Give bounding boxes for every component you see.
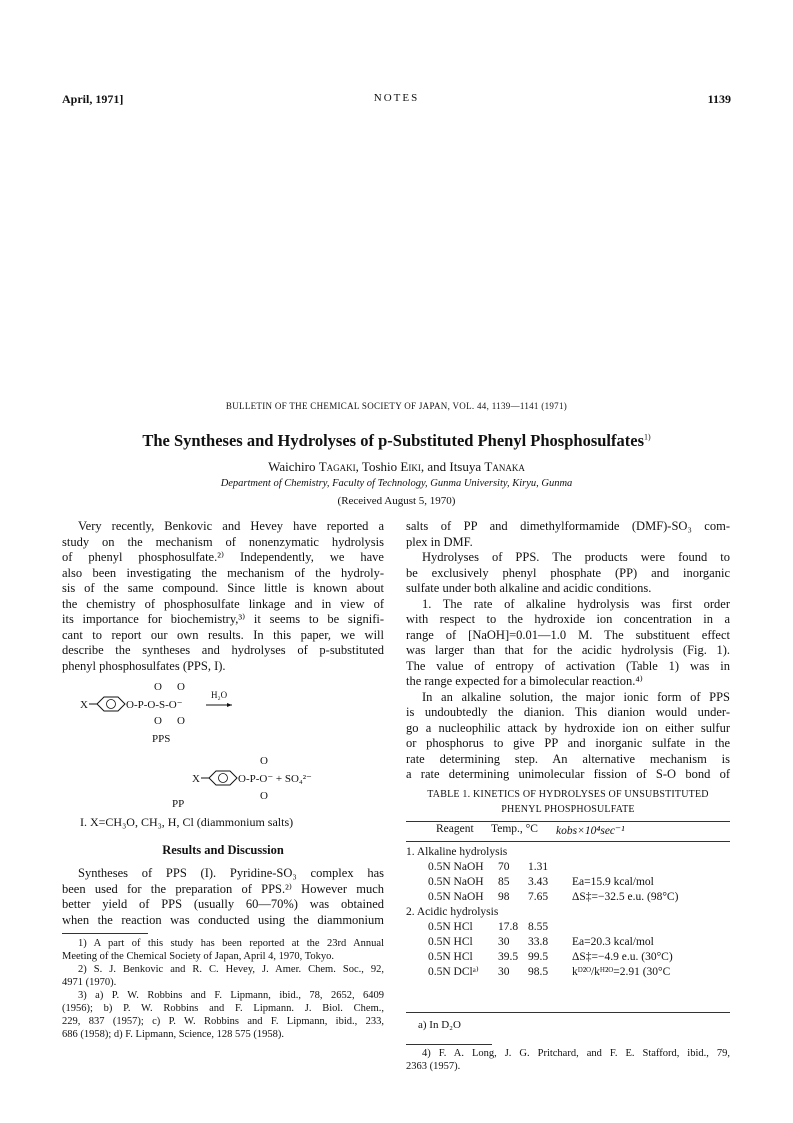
text-line: sulfate under both alkaline and acidic conditions. — [406, 581, 652, 595]
text-line: the range expected for a bimolecular reaction.⁴⁾ — [406, 674, 643, 688]
oxygen-label: O — [177, 715, 185, 727]
authors: Waichiro Tagaki, Toshio Eiki, and Itsuya Tanaka — [268, 459, 525, 474]
substituent-x-2: X — [192, 773, 200, 785]
footnotes-left — [62, 937, 384, 1041]
page-number: 1139 — [707, 92, 731, 106]
pp-chain: O-P-O⁻ + SO₄²⁻ — [238, 773, 312, 785]
footnote-rule-right — [406, 1044, 492, 1045]
text-line: In an alkaline solution, the major ionic form of PPS — [422, 689, 730, 704]
table-header-rule — [406, 841, 730, 842]
table-row — [406, 920, 736, 935]
text-line: Very recently, Benkovic and Hevey have reported a — [78, 519, 384, 533]
author-3-last: Tanaka — [484, 459, 525, 474]
table-cell: 30 — [498, 966, 510, 978]
table-cell: 33.8 — [528, 936, 549, 948]
text-line: 1. The rate of alkaline hydrolysis was first order — [422, 596, 730, 611]
oxygen-label: O — [154, 681, 162, 693]
oxygen-label: O — [154, 715, 162, 727]
table-row — [406, 875, 736, 890]
table-cell: 0.5N NaOH — [428, 876, 484, 888]
table-cell: 8.55 — [528, 921, 549, 933]
left-intro-paragraph — [62, 519, 384, 674]
text-line: Syntheses of PPS (I). Pyridine-SO₃ complex has — [78, 866, 384, 880]
text-line: describe the syntheses and hydrolyses of p-substituted — [62, 643, 384, 657]
table-cell: kᴰ²ᴼ/kᴴ²ᴼ=2.91 (30°C — [572, 966, 671, 978]
text-line: The value of entropy of activation (Table 1) was in — [406, 658, 730, 673]
author-1-first: Waichiro — [268, 459, 316, 474]
table-cell: Ea=15.9 kcal/mol — [572, 876, 654, 888]
text-line: plex in DMF. — [406, 534, 473, 549]
table-cell: 7.65 — [528, 891, 549, 903]
text-line: phenyl phosphosulfates (PPS, I). — [62, 658, 226, 673]
footnote-line: 686 (1958); d) F. Lipmann, Science, 128 575 (1958). — [62, 1029, 284, 1040]
authors-and: and — [427, 459, 447, 474]
scheme-caption: I. X=CH₃O, CH₃, H, Cl (diammonium salts) — [80, 815, 294, 829]
table-row — [406, 950, 736, 965]
footnote-line: 4) F. A. Long, J. G. Pritchard, and F. E. Stafford, ibid., 79, — [422, 1048, 730, 1059]
table-cell: 0.5N HCl — [428, 921, 473, 933]
table-cell: 85 — [498, 876, 510, 888]
article-title — [0, 431, 793, 451]
text-line: or phosphorus to give PP and inorganic sulfate in the — [406, 736, 730, 750]
oxygen-label: O — [260, 790, 268, 802]
title-footnote-mark: 1) — [644, 432, 651, 442]
text-line: go a nucleophilic attack by hydroxide ion on either sulfur — [406, 720, 730, 735]
benzene-ring-2 — [209, 771, 237, 785]
table-bottom-rule — [406, 1012, 730, 1013]
pp-label: PP — [172, 798, 185, 810]
table-cell: 3.43 — [528, 876, 549, 888]
author-1-last: Tagaki — [318, 459, 356, 474]
author-3-first: Itsuya — [449, 459, 482, 474]
table-section: 2. Acidic hydrolysis — [406, 906, 499, 918]
footnote-line: 2) S. J. Benkovic and R. C. Hevey, J. Amer. Chem. Soc., 92, — [78, 964, 384, 975]
table-cell: 99.5 — [528, 951, 549, 963]
right-column-text — [406, 519, 730, 783]
journal-line: BULLETIN OF THE CHEMICAL SOCIETY OF JAPAN, VOL. 44, 1139—1141 (1971) — [225, 401, 568, 411]
benzene-ring-1 — [97, 697, 125, 711]
oxygen-label: O — [260, 755, 268, 767]
text-line: better yield of PPS (usually 60—70%) was obtained — [62, 897, 384, 911]
table-caption-2: PHENYL PHOSPHOSULFATE — [501, 804, 635, 815]
table-cell: 0.5N NaOH — [428, 861, 484, 873]
table-caption: TABLE 1. KINETICS OF HYDROLYSES OF UNSUBSTITUTED — [427, 789, 709, 800]
table-cell: 70 — [498, 861, 510, 873]
text-line: Hydrolyses of PPS. The products were found to — [422, 550, 730, 564]
reaction-scheme — [80, 678, 380, 808]
author-2-first: Toshio — [361, 459, 398, 474]
oxygen-label: O — [177, 681, 185, 693]
text-line: when the reaction was conducted using the diammonium — [62, 912, 384, 927]
table-cell: 0.5N HCl — [428, 936, 473, 948]
text-line: was larger than that for the acidic hydrolysis (Fig. 1). — [406, 643, 730, 657]
column-header: kobs×10⁴sec⁻¹ — [556, 825, 625, 837]
left-syntheses-paragraph — [62, 866, 384, 928]
text-line: range of [NaOH]=0.01—1.0 M. The substituent effect — [406, 627, 730, 642]
section-heading: Results and Discussion — [162, 843, 284, 857]
footnote-line: 4971 (1970). — [62, 977, 117, 988]
text-line: study on the mechanism of nonenzymatic hydrolysis — [62, 534, 384, 549]
text-line: sis of the same compound. Since little is known about — [62, 581, 384, 595]
text-line: is undoubtedly the dianion. This dianion would under- — [406, 705, 730, 719]
table-cell: 17.8 — [498, 921, 519, 933]
arrow-label: H₂O — [211, 690, 228, 700]
table-note: a) In D₂O — [418, 1019, 461, 1031]
text-line: a rate determining unimolecular fission of S-O bond of — [406, 767, 730, 781]
table-row — [406, 860, 736, 875]
text-line: rate determining step. An alternative mechanism is — [406, 751, 730, 766]
footnote-line: 3) a) P. W. Robbins and F. Lipmann, ibid., 78, 2652, 6409 — [78, 990, 384, 1001]
header-left: April, 1971] — [62, 92, 124, 106]
pps-label: PPS — [152, 733, 171, 745]
text-line: of phenyl phosphosulfate.²⁾ Independently, we have — [62, 550, 384, 564]
text-line: the chemistry of phosphosulfate linkage and in view of — [62, 596, 384, 611]
footnote-rule — [62, 933, 148, 934]
table-row — [406, 890, 736, 905]
text-line: salts of PP and dimethylformamide (DMF)-SO₃ com- — [406, 519, 730, 533]
text-line: be exclusively phenyl phosphate (PP) and inorganic — [406, 565, 730, 580]
received-date: (Received August 5, 1970) — [337, 495, 456, 507]
table-top-rule — [406, 821, 730, 822]
text-line: with respect to the hydroxide ion concentration in a — [406, 612, 730, 626]
author-2-last: Eiki — [400, 459, 421, 474]
footnotes-right — [406, 1047, 730, 1073]
text-line: cant to report our own results. In this paper, we will — [62, 627, 384, 642]
text-line: also been investigating the mechanism of the hydroly- — [62, 565, 384, 580]
table-cell: ΔS‡=−32.5 e.u. (98°C) — [572, 891, 679, 903]
table-cell: 0.5N DClᵃ⁾ — [428, 966, 479, 978]
table-cell: 98 — [498, 891, 510, 903]
footnote-line: (1956); b) P. W. Robbins and F. Lipmann. J. Biol. Chem., — [62, 1003, 384, 1014]
column-header: Reagent — [436, 823, 474, 835]
table-cell: 0.5N NaOH — [428, 891, 484, 903]
table-cell: 39.5 — [498, 951, 519, 963]
text-line: been used for the preparation of PPS.²⁾ However much — [62, 881, 384, 896]
table-row — [406, 965, 736, 980]
footnote-line: 1) A part of this study has been reported at the 23rd Annual — [78, 938, 384, 949]
header-center: NOTES — [373, 92, 420, 104]
table-cell: 30 — [498, 936, 510, 948]
table-row — [406, 935, 736, 950]
table-cell: 1.31 — [528, 861, 549, 873]
table-section: 1. Alkaline hydrolysis — [406, 846, 508, 858]
table-cell: 98.5 — [528, 966, 549, 978]
table-cell: Ea=20.3 kcal/mol — [572, 936, 654, 948]
pps-chain: O-P-O-S-O⁻ — [126, 699, 183, 711]
title-text: The Syntheses and Hydrolyses of p-Substituted Phenyl Phosphosulfates — [142, 431, 644, 450]
text-line: its importance for biochemistry,³⁾ it seems to be signifi- — [62, 612, 384, 626]
footnote-line: Meeting of the Chemical Society of Japan, April 4, 1970, Tokyo. — [62, 951, 335, 962]
affiliation: Department of Chemistry, Faculty of Technology, Gunma University, Kiryu, Gunma — [220, 478, 573, 489]
footnote-line: 229, 837 (1957); c) P. W. Robbins and F. Lipmann, ibid., 233, — [62, 1016, 384, 1027]
footnote-line: 2363 (1957). — [406, 1061, 461, 1072]
table-cell: ΔS‡=−4.9 e.u. (30°C) — [572, 951, 673, 963]
table-cell: 0.5N HCl — [428, 951, 473, 963]
substituent-x-1: X — [80, 699, 88, 711]
column-header: Temp., °C — [491, 823, 538, 835]
kinetics-table — [406, 845, 736, 980]
